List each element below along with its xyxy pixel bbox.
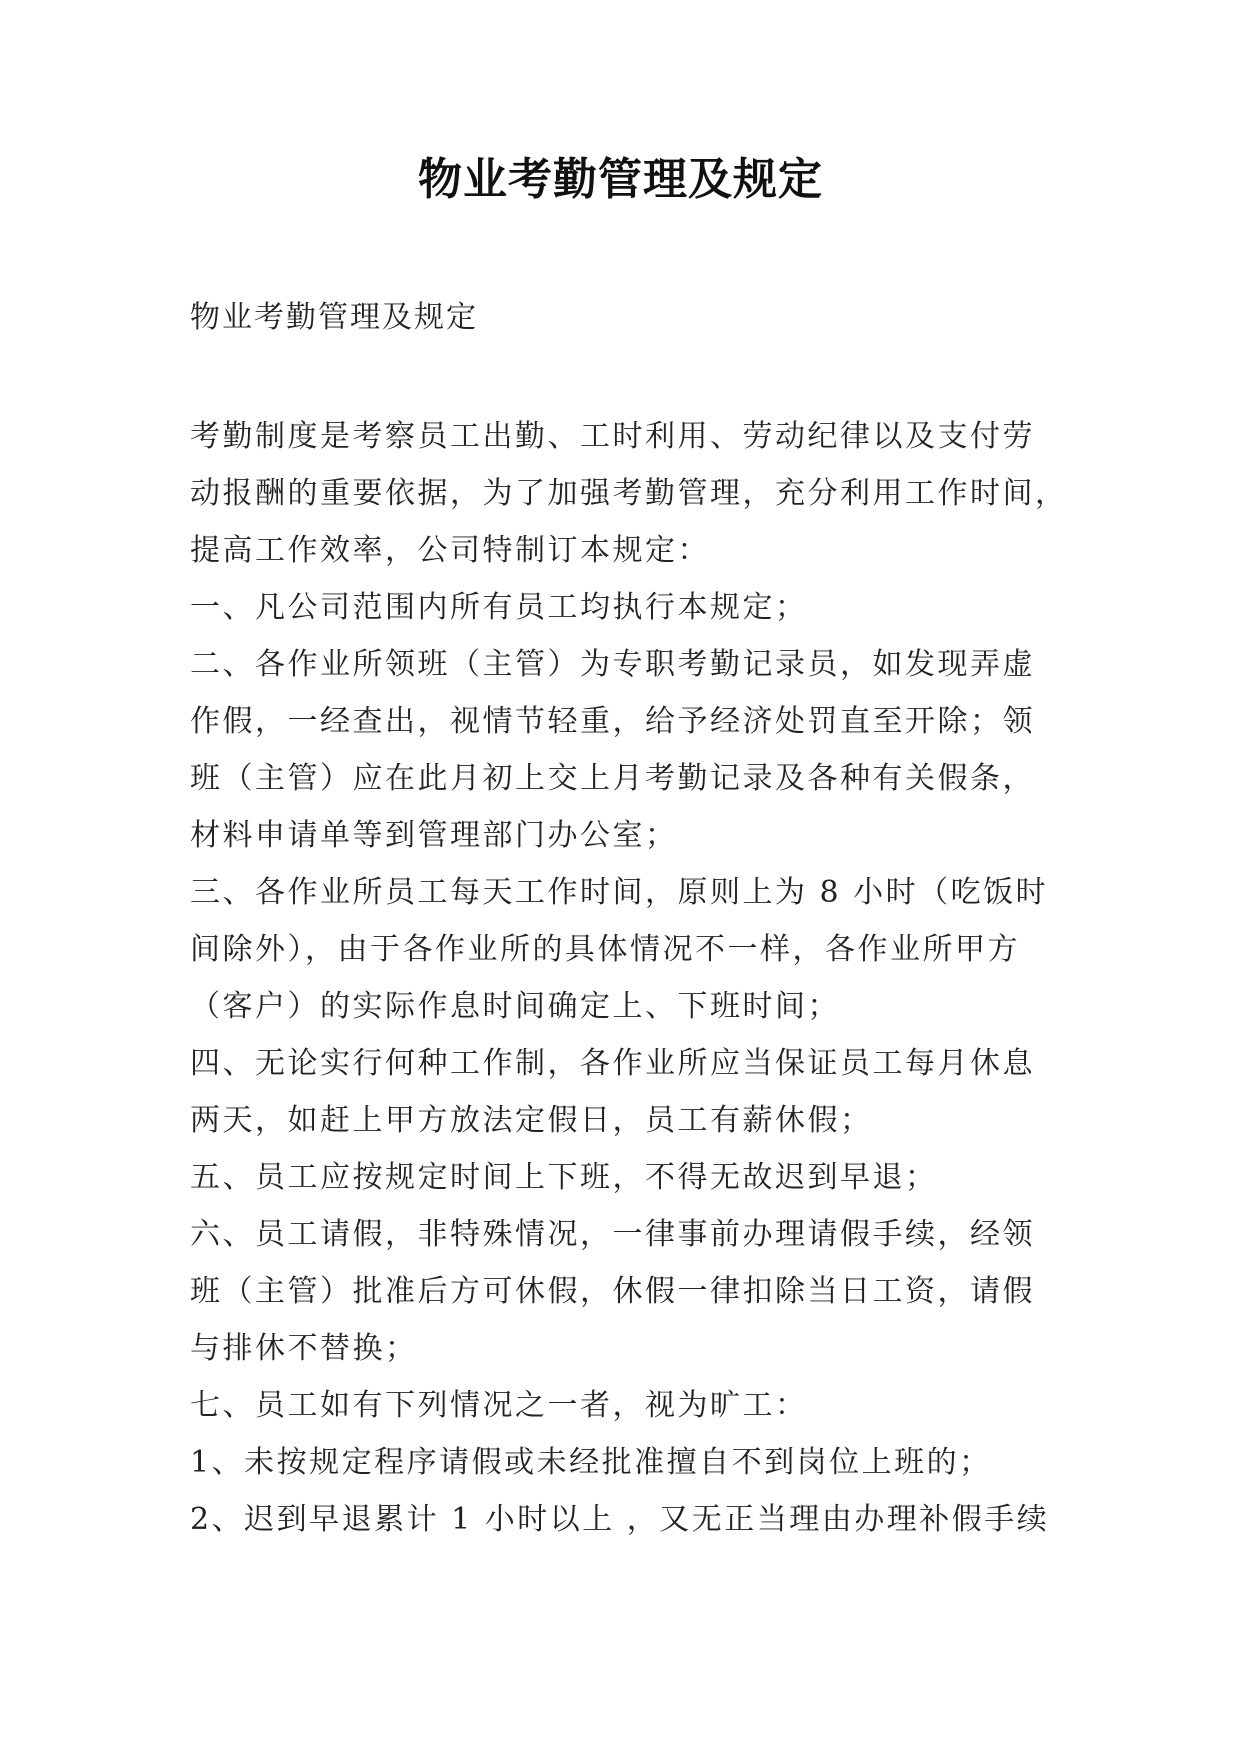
document-body — [190, 408, 1068, 1548]
body-line: 两天，如赶上甲方放法定假日，员工有薪休假； — [190, 1103, 873, 1138]
body-line: 五、员工应按规定时间上下班，不得无故迟到早退； — [190, 1160, 938, 1195]
body-line: 考勤制度是考察员工出勤、工时利用、劳动纪律以及支付劳 — [190, 419, 1035, 454]
body-line: 三、各作业所员工每天工作时间，原则上为 8 小时（吃饭时 — [190, 875, 1049, 910]
body-line: 一、凡公司范围内所有员工均执行本规定； — [190, 590, 808, 625]
document-title: 物业考勤管理及规定 — [418, 154, 823, 205]
body-line: 班（主管）应在此月初上交上月考勤记录及各种有关假条， — [190, 761, 1035, 796]
body-line: （客户）的实际作息时间确定上、下班时间； — [190, 989, 840, 1024]
body-line: 2、迟到早退累计 1 小时以上 ，又无正当理由办理补假手续 — [190, 1502, 1050, 1537]
body-line: 六、员工请假，非特殊情况，一律事前办理请假手续，经领 — [190, 1217, 1035, 1252]
body-line: 材料申请单等到管理部门办公室； — [190, 818, 678, 853]
body-line: 四、无论实行何种工作制，各作业所应当保证员工每月休息 — [190, 1046, 1035, 1081]
body-line: 提高工作效率，公司特制订本规定： — [190, 533, 710, 568]
body-line: 与排休不替换； — [190, 1331, 418, 1366]
document-subtitle: 物业考勤管理及规定 — [190, 300, 478, 335]
body-line: 班（主管）批准后方可休假，休假一律扣除当日工资，请假 — [190, 1274, 1035, 1309]
body-line: 间除外），由于各作业所的具体情况不一样，各作业所甲方 — [190, 932, 1020, 967]
body-line: 七、员工如有下列情况之一者，视为旷工： — [190, 1388, 808, 1423]
body-line: 1、未按规定程序请假或未经批准擅自不到岗位上班的； — [190, 1445, 992, 1480]
body-line: 动报酬的重要依据，为了加强考勤管理，充分利用工作时间， — [190, 476, 1068, 511]
body-line: 作假，一经查出，视情节轻重，给予经济处罚直至开除；领 — [190, 704, 1035, 739]
body-line: 二、各作业所领班（主管）为专职考勤记录员，如发现弄虚 — [190, 647, 1035, 682]
